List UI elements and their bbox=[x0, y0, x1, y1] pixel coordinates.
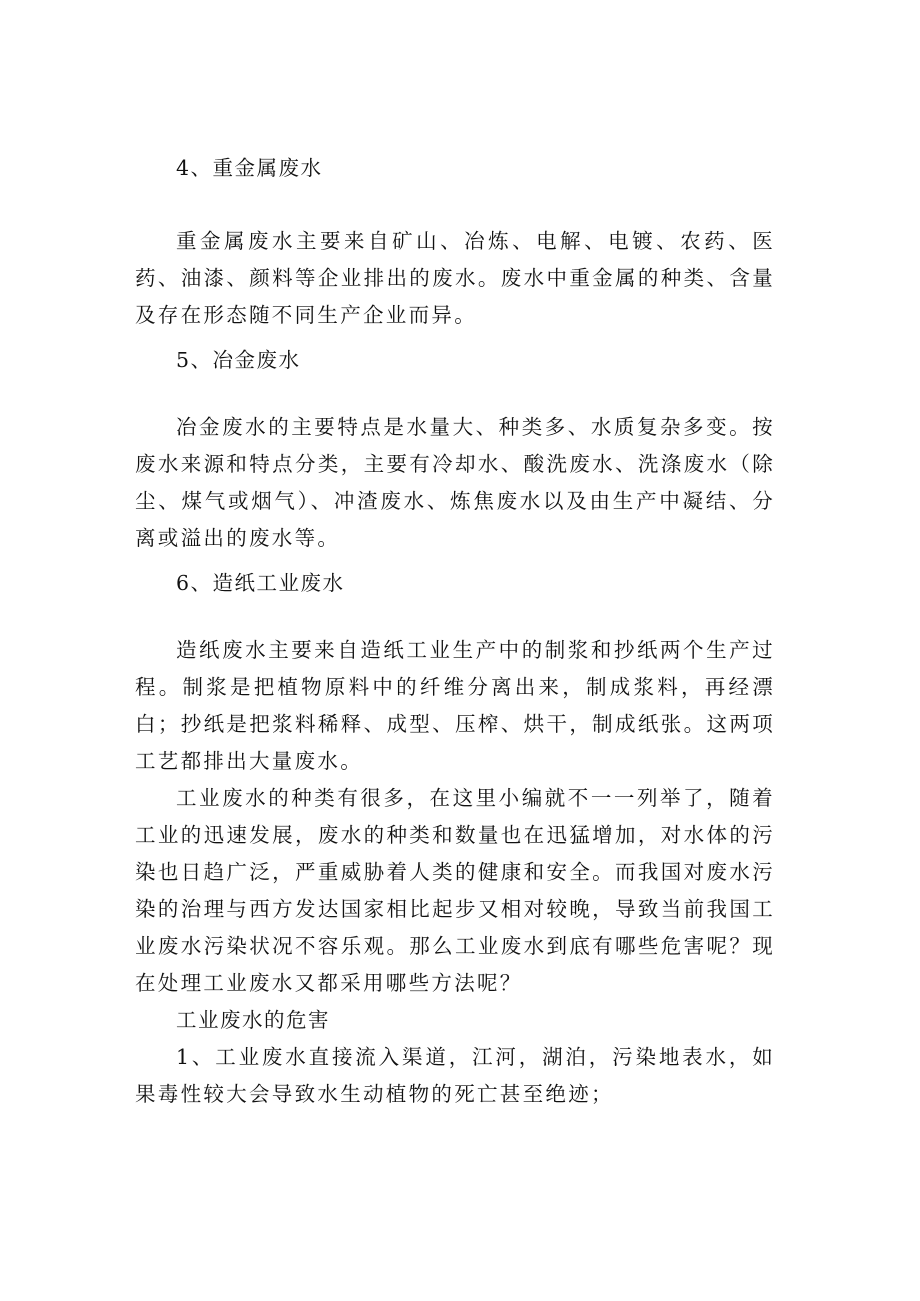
paragraph-heavy-metal-wastewater: 重金属废水主要来自矿山、冶炼、电解、电镀、农药、医药、油漆、颜料等企业排出的废水。废水中重金属的种类、含量及存在形态随不同生产企业而异。 bbox=[135, 229, 775, 327]
paragraph-metallurgical-wastewater: 冶金废水的主要特点是水量大、种类多、水质复杂多变。按废水来源和特点分类，主要有冷却水、酸洗废水、洗涤废水（除尘、煤气或烟气）、冲渣废水、炼焦废水以及由生产中凝结、分离或溢出的废水等。 bbox=[135, 415, 775, 550]
section-heading-papermaking-wastewater: 6、造纸工业废水 bbox=[176, 571, 345, 595]
section-heading-heavy-metal-wastewater: 4、重金属废水 bbox=[176, 156, 323, 180]
document-body bbox=[135, 150, 775, 1113]
section-heading-metallurgical-wastewater: 5、冶金废水 bbox=[176, 348, 301, 372]
paragraph-hazard-1: 1、工业废水直接流入渠道，江河，湖泊，污染地表水，如果毒性较大会导致水生动植物的死亡甚至绝迹； bbox=[135, 1045, 775, 1106]
paragraph-papermaking-wastewater: 造纸废水主要来自造纸工业生产中的制浆和抄纸两个生产过程。制浆是把植物原料中的纤维分离出来，制成浆料，再经漂白；抄纸是把浆料稀释、成型、压榨、烘干，制成纸张。这两项工艺都排出大量废水。 bbox=[135, 638, 775, 773]
section-heading-wastewater-hazards: 工业废水的危害 bbox=[176, 1008, 330, 1032]
paragraph-industrial-wastewater-overview: 工业废水的种类有很多，在这里小编就不一一列举了，随着工业的迅速发展，废水的种类和数量也在迅猛增加，对水体的污染也日趋广泛，严重威胁着人类的健康和安全。而我国对废水污染的治理与西方发达国家相比起步又相对较晚，导致当前我国工业废水污染状况不容乐观。那么工业废水到底有哪些危害呢？现在处理工业废水又都采用哪些方法呢？ bbox=[135, 786, 775, 995]
